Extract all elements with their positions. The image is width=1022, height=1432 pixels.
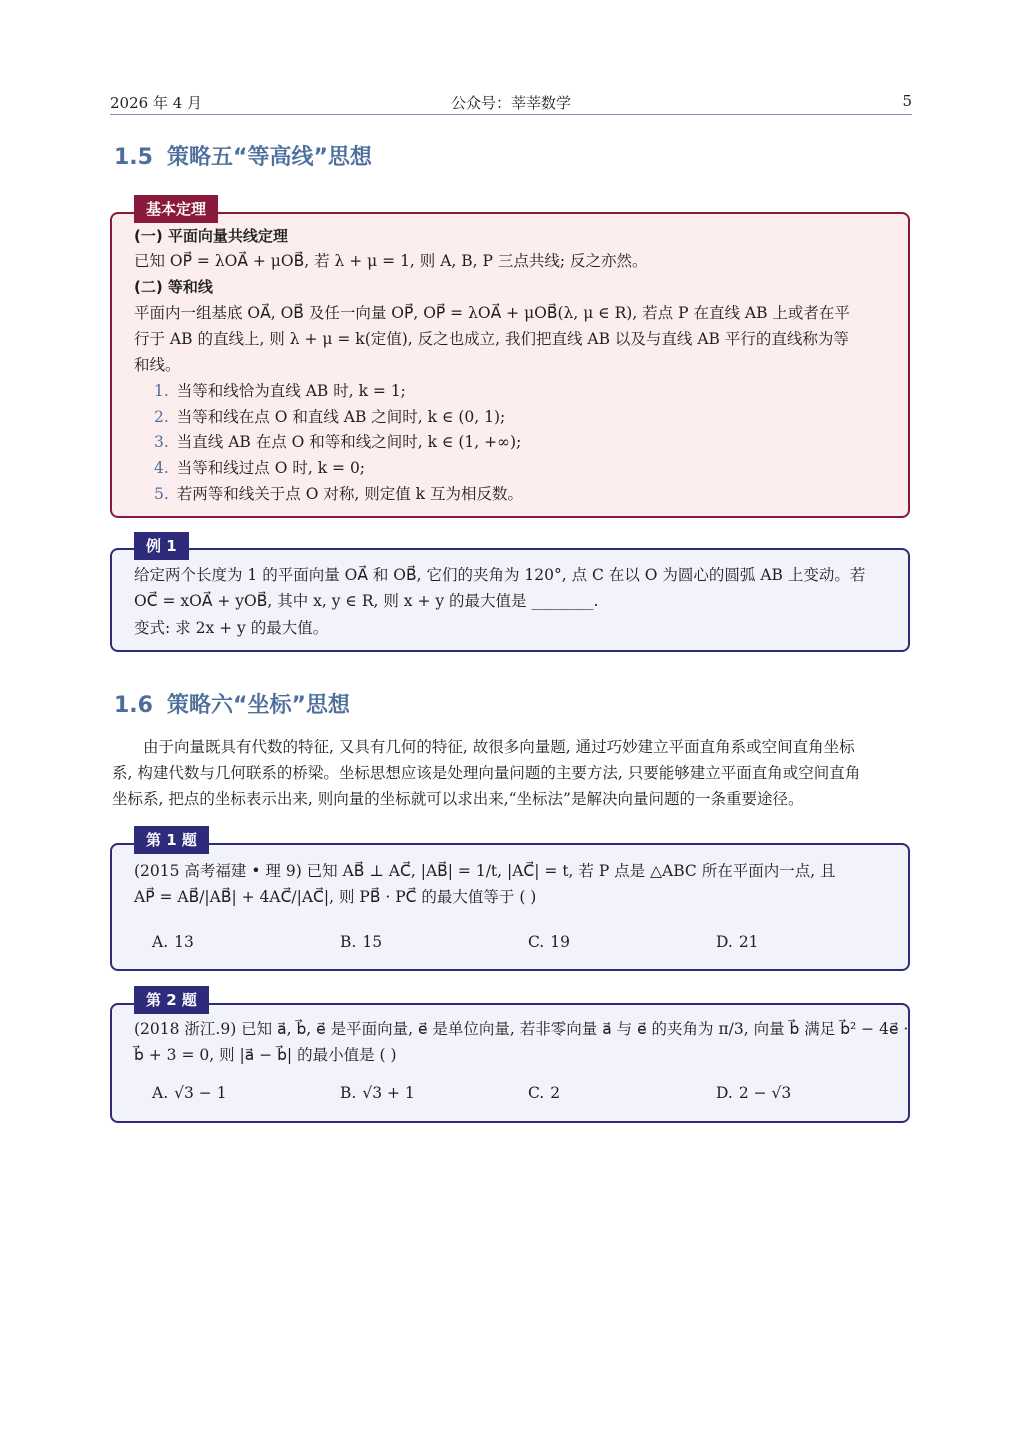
header-account: 公众号：莘莘数学 [450,94,571,112]
choice-c: C. 2 [528,1084,561,1102]
example-line: 变式: 求 2x + y 的最大值。 [134,619,329,637]
question-line: AP⃗ = AB⃗/|AB⃗| + 4AC⃗/|AC⃗|, 则 PB⃗ · PC⃗ 的最大值等于 ( ) [134,888,537,906]
list-item [154,455,365,481]
header-date: 2026 年 4 月 [110,94,203,112]
theorem-para-line: 行于 AB 的直线上, 则 λ + μ = k(定值), 反之也成立, 我们把直线 AB 以及与直线 AB 平行的直线称为等 [134,330,849,348]
list-number: 4. [154,459,169,477]
question-1-tag: 第 1 题 [134,826,209,854]
choice-d: D. 21 [716,933,759,951]
section-title-1-5 [114,140,372,171]
list-number: 5. [154,485,169,503]
choice-c: C. 19 [528,933,570,951]
page-number: 5 [902,92,912,110]
list-number: 2. [154,408,169,426]
choice-a: A. 13 [152,933,194,951]
example-line: OC⃗ = xOA⃗ + yOB⃗, 其中 x, y ∈ R, 则 x + y 的最大值是 ________. [134,592,599,610]
intro-line: 由于向量既具有代数的特征, 又具有几何的特征, 故很多向量题, 通过巧妙建立平面直角系或空间直角坐标 [112,738,855,756]
theorem-subtitle-1: (一) 平面向量共线定理 [134,227,288,245]
section-number: 1.5 [114,145,153,170]
question-line: (2015 高考福建 • 理 9) 已知 AB⃗ ⊥ AC⃗, |AB⃗| = 1/t, |AC⃗| = t, 若 P 点是 △ABC 所在平面内一点, 且 [134,862,836,880]
list-text: 若两等和线关于点 O 对称, 则定值 k 互为相反数。 [176,485,523,503]
list-text: 当直线 AB 在点 O 和等和线之间时, k ∈ (1, +∞); [176,433,522,451]
theorem-line-1: 已知 OP⃗ = λOA⃗ + μOB⃗, 若 λ + μ = 1, 则 A, B, P 三点共线; 反之亦然。 [134,252,648,270]
choice-b: B. √3 + 1 [340,1084,415,1102]
list-item [154,404,505,430]
choice-b: B. 15 [340,933,383,951]
list-text: 当等和线在点 O 和直线 AB 之间时, k ∈ (0, 1); [176,408,506,426]
question-2-tag: 第 2 题 [134,986,209,1014]
example-tag: 例 1 [134,532,189,560]
choice-a: A. √3 − 1 [152,1084,227,1102]
theorem-tag: 基本定理 [134,195,218,223]
example-line: 给定两个长度为 1 的平面向量 OA⃗ 和 OB⃗, 它们的夹角为 120°, 点 C 在以 O 为圆心的圆弧 AB 上变动。若 [134,566,866,584]
list-item [154,481,523,507]
list-text: 当等和线恰为直线 AB 时, k = 1; [176,382,406,400]
list-text: 当等和线过点 O 时, k = 0; [176,459,366,477]
list-number: 3. [154,433,169,451]
section-heading: 策略五“等高线”思想 [166,145,372,170]
question-line: (2018 浙江.9) 已知 a⃗, b⃗, e⃗ 是平面向量, e⃗ 是单位向量, 若非零向量 a⃗ 与 e⃗ 的夹角为 π/3, 向量 b⃗ 满足 b⃗² − 4e⃗ · [134,1020,909,1038]
intro-line: 坐标系, 把点的坐标表示出来, 则向量的坐标就可以求出来,“坐标法”是解决向量问题的一条重要途径。 [112,790,804,808]
theorem-subtitle-2: (二) 等和线 [134,278,213,296]
list-number: 1. [154,382,169,400]
list-item [154,378,406,404]
section-number: 1.6 [114,693,153,718]
page-header [110,92,912,115]
choice-d: D. 2 − √3 [716,1084,792,1102]
section-title-1-6 [114,688,350,719]
theorem-para-line: 平面内一组基底 OA⃗, OB⃗ 及任一向量 OP⃗, OP⃗ = λOA⃗ + μOB⃗(λ, μ ∈ R), 若点 P 在直线 AB 上或者在平 [134,304,850,322]
theorem-para-line: 和线。 [134,356,181,374]
section-heading: 策略六“坐标”思想 [166,693,350,718]
list-item [154,429,521,455]
question-line: b⃗ + 3 = 0, 则 |a⃗ − b⃗| 的最小值是 ( ) [134,1046,397,1064]
intro-line: 系, 构建代数与几何联系的桥梁。坐标思想应该是处理向量问题的主要方法, 只要能够建立平面直角或空间直角 [112,764,861,782]
